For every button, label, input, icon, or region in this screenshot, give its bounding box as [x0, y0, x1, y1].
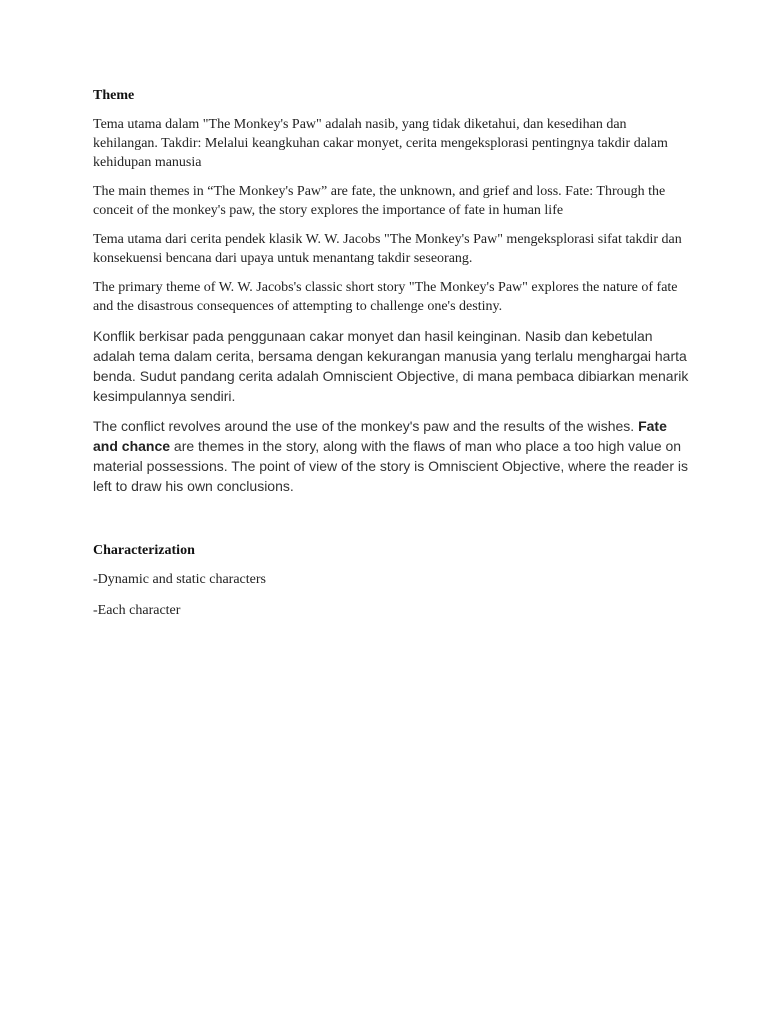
theme-paragraph-english-2: The primary theme of W. W. Jacobs's classic short story "The Monkey's Paw" explores the nature of fate and the disastrous consequences of attempting to challenge one's destiny. — [93, 280, 678, 314]
theme-paragraph-indonesian-1: Tema utama dalam "The Monkey's Paw" adalah nasib, yang tidak diketahui, dan kesedihan dan kehilangan. Takdir: Melalui keangkuhan cakar monyet, cerita mengeksplorasi pentingnya takdir dalam kehidupan manusia — [93, 117, 668, 170]
conflict-text-end: are themes in the story, along with the flaws of man who place a too high value on material possessions. The point of view of the story is Omniscient Objective, where the reader is left to draw his own conclusions. — [93, 438, 689, 494]
theme-paragraph-indonesian-2: Tema utama dari cerita pendek klasik W. W. Jacobs "The Monkey's Paw" mengeksplorasi sifat takdir dan konsekuensi bencana dari upaya untuk menantang takdir seseorang. — [93, 232, 682, 266]
conflict-paragraph-indonesian: Konflik berkisar pada penggunaan cakar monyet dan hasil keinginan. Nasib dan kebetulan adalah tema dalam cerita, bersama dengan kekurangan manusia yang terlalu menghargai harta benda. Sudut pandang cerita adalah Omniscient Objective, di mana pembaca dibiarkan menarik kesimpulannya sendiri. — [93, 328, 689, 404]
conflict-paragraph-english — [93, 416, 693, 496]
document-page — [93, 86, 693, 632]
conflict-bold-phrase: Fate and chance — [93, 418, 667, 454]
characterization-item: -Each character — [93, 603, 181, 618]
characterization-item: -Dynamic and static characters — [93, 572, 266, 587]
conflict-text-start: The conflict revolves around the use of the monkey's paw and the results of the wishes. — [93, 418, 639, 434]
section-spacer — [93, 506, 693, 541]
theme-heading: Theme — [93, 88, 135, 103]
characterization-heading: Characterization — [93, 543, 195, 558]
theme-paragraph-english-1: The main themes in “The Monkey's Paw” are fate, the unknown, and grief and loss. Fate: Through the conceit of the monkey's paw, the story explores the importance of fate in human life — [93, 184, 666, 218]
